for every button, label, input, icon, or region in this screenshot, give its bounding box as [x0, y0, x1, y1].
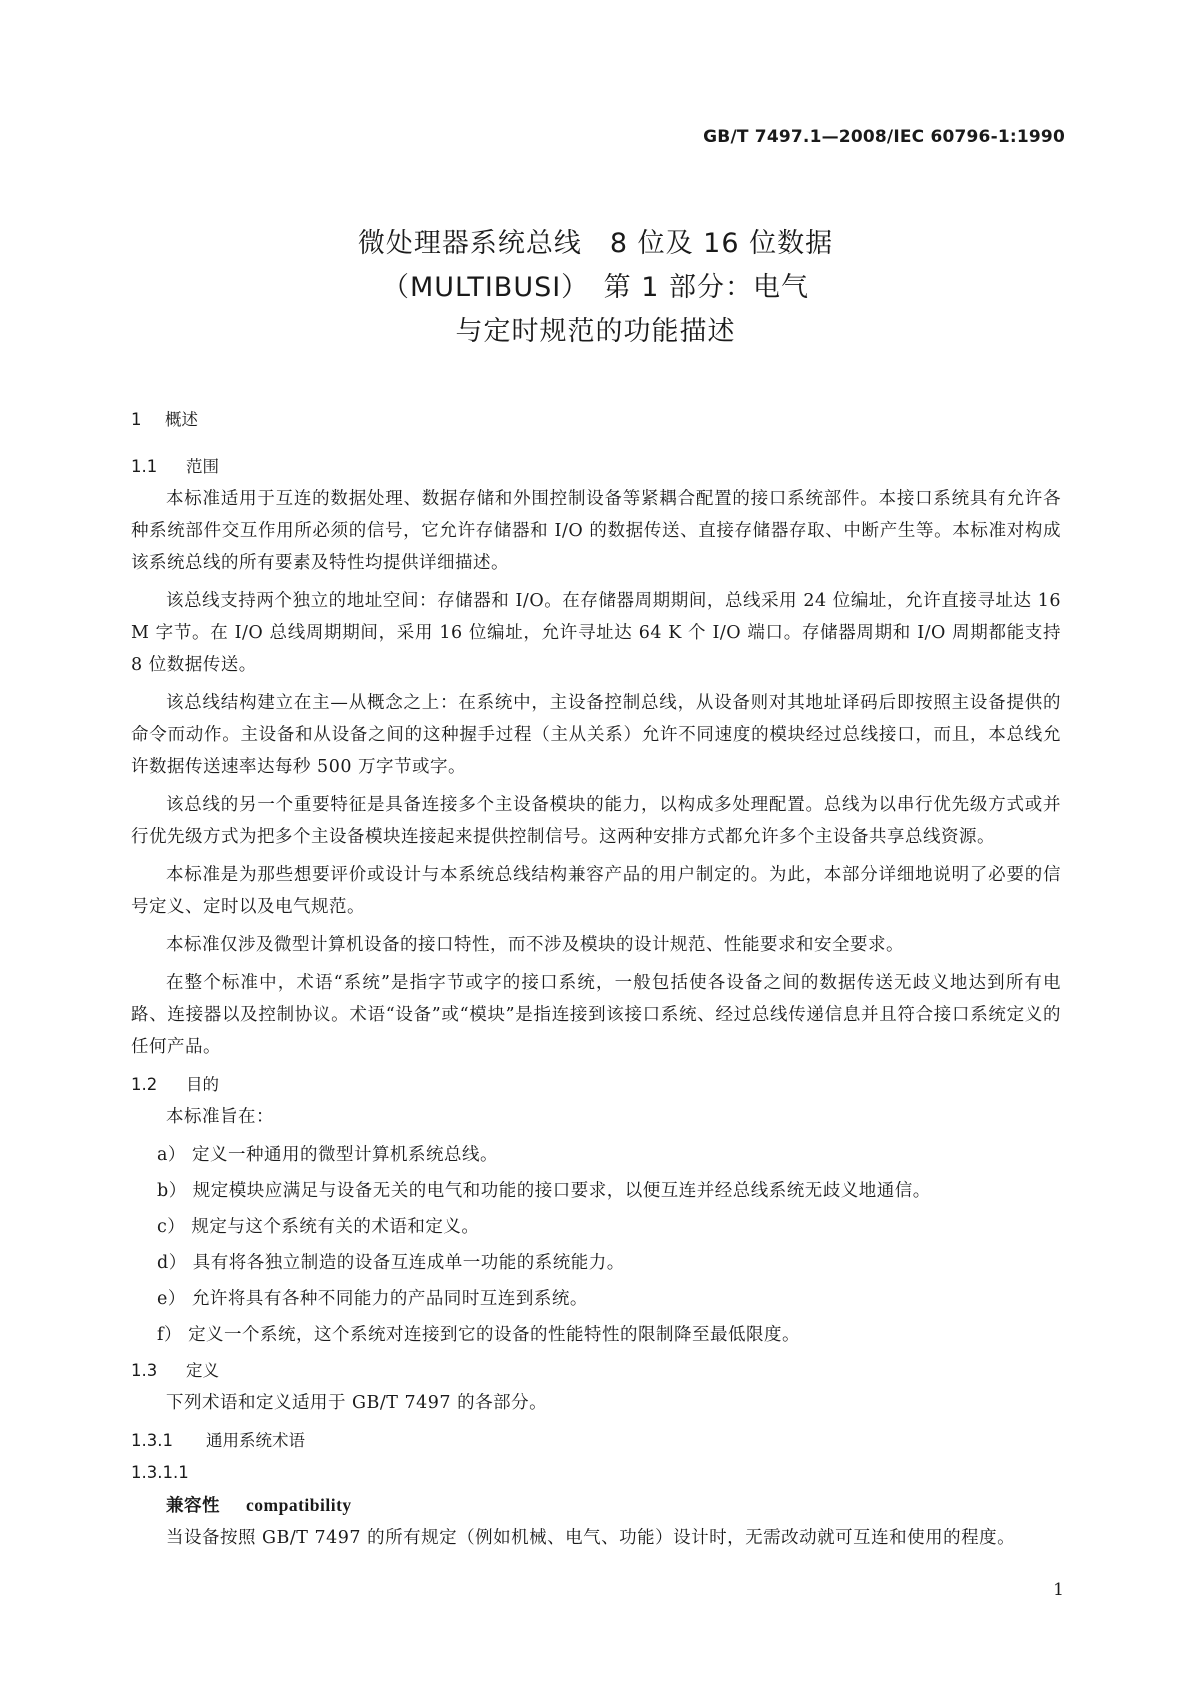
purpose-list	[131, 1139, 1061, 1351]
heading-number: 1.3.1	[131, 1431, 173, 1450]
list-item-text: 定义一个系统，这个系统对连接到它的设备的性能特性的限制降至最低限度。	[188, 1325, 801, 1345]
title-line-2: （MULTIBUSⅠ） 第 1 部分：电气	[381, 272, 810, 303]
heading-title: 定义	[186, 1361, 219, 1380]
heading-title: 通用系统术语	[206, 1431, 305, 1450]
heading-number: 1.2	[131, 1075, 158, 1094]
list-marker: e）	[157, 1289, 186, 1309]
document-title	[0, 222, 1191, 354]
document-body	[131, 404, 1061, 1560]
heading-number: 1.3.1.1	[131, 1463, 189, 1482]
heading-section-1	[131, 404, 1061, 436]
list-marker: f）	[157, 1325, 182, 1345]
paragraph: 该总线的另一个重要特征是具备连接多个主设备模块的能力，以构成多处理配置。总线为以串行优先级方式或并行优先级方式为把多个主设备模块连接起来提供控制信号。这两种安排方式都允许多个主设备共享总线资源。	[131, 795, 1061, 847]
heading-number: 1	[131, 410, 142, 429]
list-item	[131, 1247, 1061, 1279]
list-item-text: 定义一种通用的微型计算机系统总线。	[192, 1145, 499, 1165]
list-intro: 本标准旨在：	[166, 1107, 274, 1127]
list-item-text: 允许将具有各种不同能力的产品同时互连到系统。	[191, 1289, 588, 1309]
list-marker: a）	[157, 1145, 186, 1165]
paragraph: 本标准仅涉及微型计算机设备的接口特性，而不涉及模块的设计规范、性能要求和安全要求。	[166, 935, 904, 955]
paragraph: 本标准是为那些想要评价或设计与本系统总线结构兼容产品的用户制定的。为此，本部分详细地说明了必要的信号定义、定时以及电气规范。	[131, 865, 1061, 917]
term-definition: 当设备按照 GB/T 7497 的所有规定（例如机械、电气、功能）设计时，无需改动就可互连和使用的程度。	[166, 1528, 1016, 1548]
list-item	[131, 1319, 1061, 1351]
heading-title: 概述	[165, 410, 198, 429]
standard-code: GB/T 7497.1—2008/IEC 60796-1:1990	[703, 127, 1065, 147]
heading-section-1-3	[131, 1355, 1061, 1387]
heading-title: 目的	[186, 1075, 219, 1094]
paragraph: 在整个标准中，术语“系统”是指字节或字的接口系统，一般包括使各设备之间的数据传送无歧义地达到所有电路、连接器以及控制协议。术语“设备”或“模块”是指连接到该接口系统、经过总线传递信息并且符合接口系统定义的任何产品。	[131, 973, 1061, 1057]
list-marker: b）	[157, 1181, 187, 1201]
list-marker: c）	[157, 1217, 186, 1237]
term-chinese: 兼容性	[166, 1496, 220, 1516]
paragraph: 该总线结构建立在主—从概念之上：在系统中，主设备控制总线，从设备则对其地址译码后即按照主设备提供的命令而动作。主设备和从设备之间的这种握手过程（主从关系）允许不同速度的模块经过总线接口，而且，本总线允许数据传送速率达每秒 500 万字节或字。	[131, 693, 1061, 777]
list-item	[131, 1211, 1061, 1243]
list-item	[131, 1283, 1061, 1315]
heading-title: 范围	[186, 457, 219, 476]
title-line-1: 微处理器系统总线 8 位及 16 位数据	[357, 228, 834, 259]
heading-number: 1.1	[131, 457, 158, 476]
heading-number: 1.3	[131, 1361, 158, 1380]
page-number: 1	[1053, 1580, 1064, 1600]
heading-section-1-2	[131, 1069, 1061, 1101]
list-item-text: 规定与这个系统有关的术语和定义。	[191, 1217, 480, 1237]
term-entry	[166, 1489, 1061, 1522]
term-english: compatibility	[246, 1495, 352, 1515]
list-item	[131, 1175, 1061, 1207]
heading-section-1-3-1-1	[131, 1457, 1061, 1489]
list-item-text: 规定模块应满足与设备无关的电气和功能的接口要求，以便互连并经总线系统无歧义地通信。	[192, 1181, 931, 1201]
list-item	[131, 1139, 1061, 1171]
paragraph: 下列术语和定义适用于 GB/T 7497 的各部分。	[166, 1393, 548, 1413]
list-marker: d）	[157, 1253, 187, 1273]
heading-section-1-1	[131, 451, 1061, 483]
title-line-3: 与定时规范的功能描述	[455, 316, 736, 347]
paragraph: 该总线支持两个独立的地址空间：存储器和 I/O。在存储器周期期间，总线采用 24 位编址，允许直接寻址达 16 M 字节。在 I/O 总线周期期间，采用 16 位编址，允许寻址达 64 K 个 I/O 端口。存储器周期和 I/O 周期都能支持 8 位数据传送。	[131, 591, 1061, 675]
paragraph: 本标准适用于互连的数据处理、数据存储和外围控制设备等紧耦合配置的接口系统部件。本接口系统具有允许各种系统部件交互作用所必须的信号，它允许存储器和 I/O 的数据传送、直接存储器存取、中断产生等。本标准对构成该系统总线的所有要素及特性均提供详细描述。	[131, 489, 1061, 573]
heading-section-1-3-1	[131, 1425, 1061, 1457]
list-item-text: 具有将各独立制造的设备互连成单一功能的系统能力。	[192, 1253, 625, 1273]
